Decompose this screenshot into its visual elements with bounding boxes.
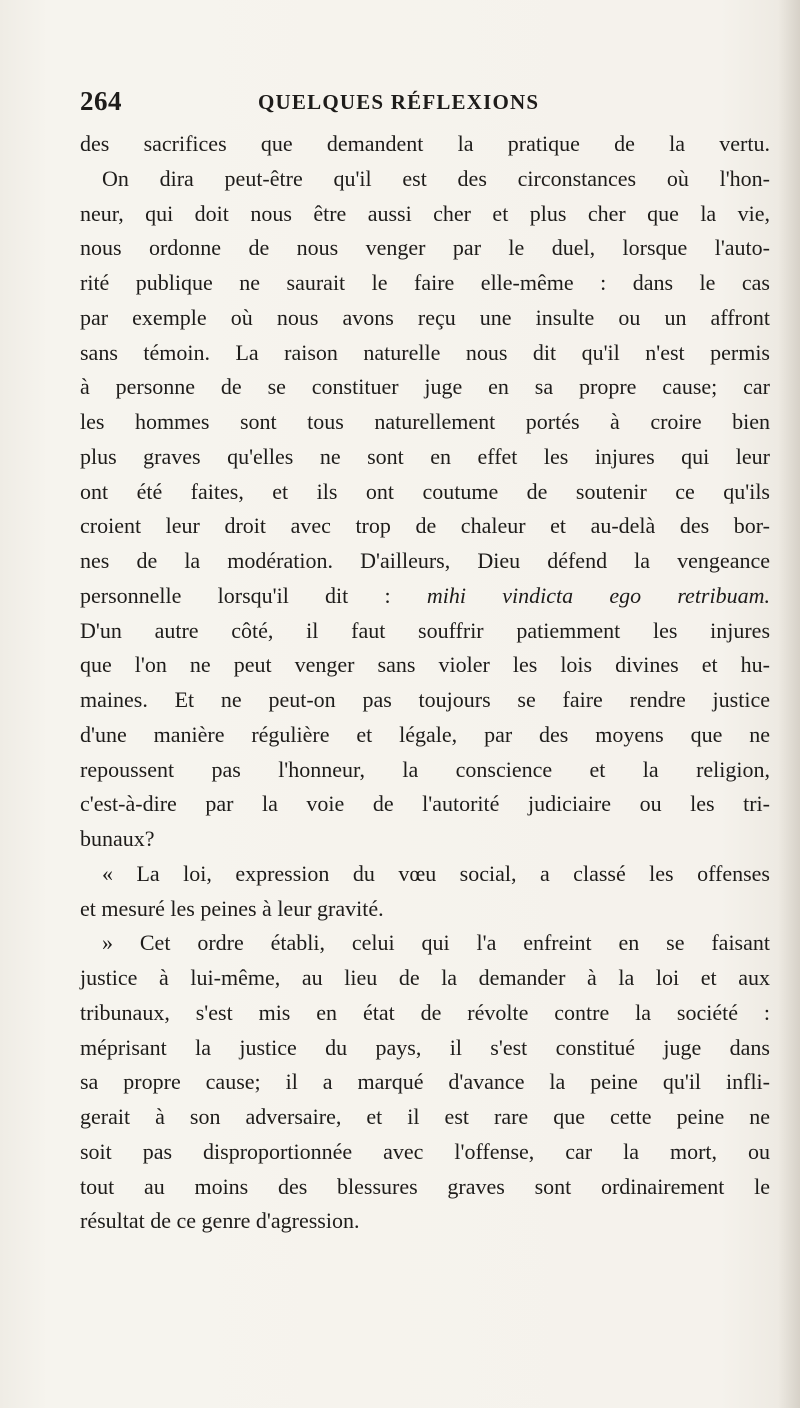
text-line: et mesuré les peines à leur gravité.	[80, 895, 384, 921]
text-line: c'est-à-dire par la voie de l'autorité judiciaire ou les tri-	[80, 791, 770, 817]
text-line: repoussent pas l'honneur, la conscience et la religion,	[80, 756, 770, 782]
text-line: à personne de se constituer juge en sa propre cause; car	[80, 374, 770, 400]
text-line: résultat de ce genre d'agression.	[80, 1208, 360, 1234]
text-line: neur, qui doit nous être aussi cher et plus cher que la vie,	[80, 200, 770, 226]
text-line: justice à lui-même, au lieu de la demander à la loi et aux	[80, 965, 770, 990]
text-line: des sacrifices que demandent la pratique de la vertu.	[80, 131, 770, 156]
text-line-with-quote	[80, 579, 770, 614]
text-line: maines. Et ne peut-on pas toujours se faire rendre justice	[80, 687, 770, 712]
text-span: personnelle lorsqu'il dit :	[80, 582, 391, 608]
text-line: ont été faites, et ils ont coutume de soutenir ce qu'ils	[80, 478, 770, 504]
text-line: nes de la modération. D'ailleurs, Dieu défend la vengeance	[80, 548, 770, 573]
running-head: QUELQUES RÉFLEXIONS	[258, 90, 540, 114]
text-line: bunaux?	[80, 826, 155, 851]
text-line: tout au moins des blessures graves sont ordinairement le	[80, 1173, 770, 1199]
text-line: plus graves qu'elles ne sont en effet les injures qui leur	[80, 443, 770, 469]
text-line: D'un autre côté, il faut souffrir patiemment les injures	[80, 617, 770, 643]
text-line: » Cet ordre établi, celui qui l'a enfreint en se faisant	[102, 930, 770, 956]
text-line: On dira peut-être qu'il est des circonstances où l'hon-	[102, 165, 770, 191]
text-line: soit pas disproportionnée avec l'offense, car la mort, ou	[80, 1138, 770, 1164]
text-line: méprisant la justice du pays, il s'est constitué juge dans	[80, 1034, 770, 1060]
page-number: 264	[80, 86, 122, 116]
text-line: « La loi, expression du vœu social, a classé les offenses	[102, 860, 770, 886]
latin-quotation: mihi vindicta ego retribuam.	[426, 582, 770, 608]
text-line: sa propre cause; il a marqué d'avance la peine qu'il infli-	[80, 1069, 770, 1095]
text-line: d'une manière régulière et légale, par des moyens que ne	[80, 721, 770, 747]
text-line: rité publique ne saurait le faire elle-même : dans le cas	[80, 270, 770, 295]
text-line: que l'on ne peut venger sans violer les lois divines et hu-	[80, 652, 770, 678]
text-line: nous ordonne de nous venger par le duel, lorsque l'auto-	[80, 235, 770, 261]
text-line: les hommes sont tous naturellement portés à croire bien	[80, 409, 770, 434]
body-text	[80, 127, 770, 1239]
text-line: tribunaux, s'est mis en état de révolte contre la société :	[80, 999, 770, 1025]
text-line: sans témoin. La raison naturelle nous dit qu'il n'est permis	[80, 339, 770, 365]
page-edge-shadow	[778, 0, 800, 1408]
text-line: gerait à son adversaire, et il est rare que cette peine ne	[80, 1104, 770, 1129]
text-line: par exemple où nous avons reçu une insulte ou un affront	[80, 304, 770, 330]
page-header	[80, 86, 770, 120]
text-line: croient leur droit avec trop de chaleur et au-delà des bor-	[80, 513, 770, 539]
